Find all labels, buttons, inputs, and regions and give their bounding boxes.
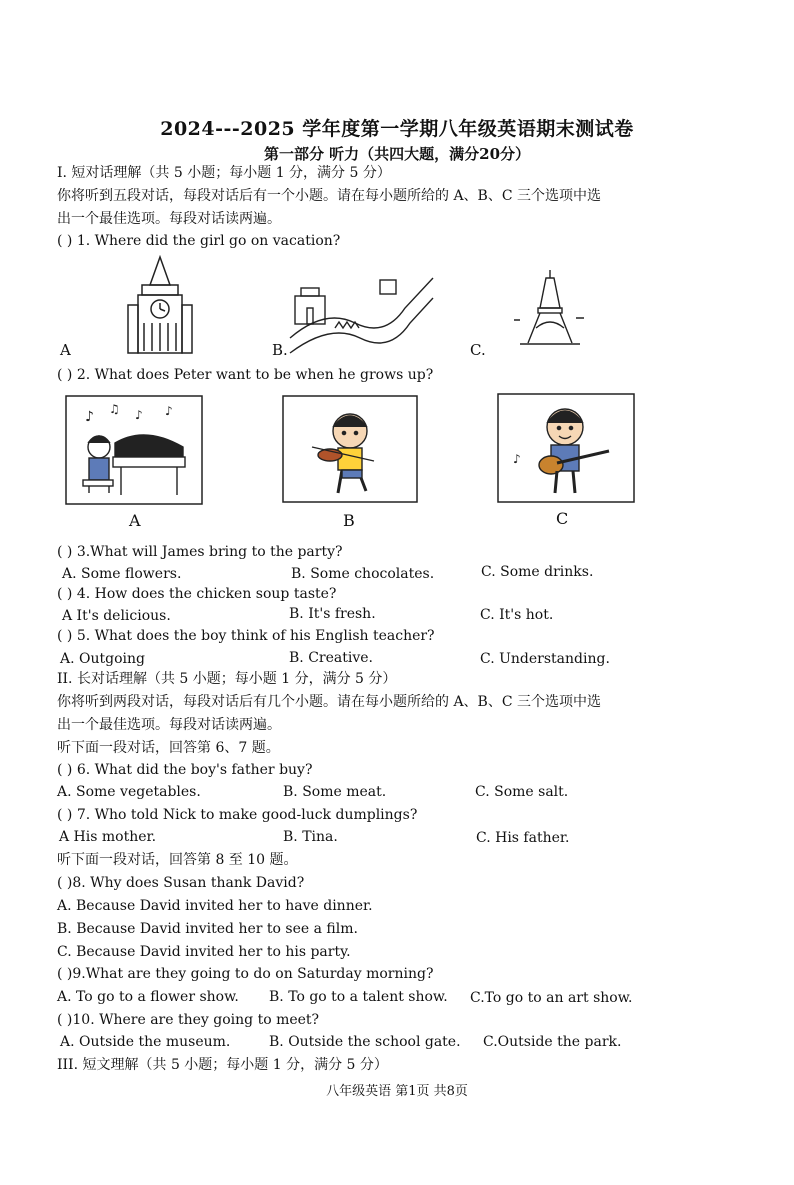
big-ben-image (120, 255, 200, 355)
q3-option-c: C. Some drinks. (481, 564, 594, 580)
q10-option-a: A. Outside the museum. (60, 1034, 231, 1050)
section-1-heading: I. 短对话理解（共 5 小题；每小题 1 分，满分 5 分） (57, 165, 391, 181)
q5-option-a: A. Outgoing (60, 651, 145, 667)
question-6: ( ) 6. What did the boy's father buy? (57, 762, 313, 778)
q6-option-c: C. Some salt. (475, 784, 569, 800)
question-10: ( )10. Where are they going to meet? (57, 1012, 320, 1028)
q5-option-c: C. Understanding. (480, 651, 610, 667)
q7-option-a: A His mother. (59, 829, 157, 845)
svg-text:♫: ♫ (109, 402, 120, 416)
q5-option-b: B. Creative. (289, 650, 373, 666)
question-2: ( ) 2. What does Peter want to be when he grows up? (57, 367, 434, 383)
svg-text:♪: ♪ (135, 408, 143, 422)
section-2-instruction: 你将听到两段对话，每段对话后有几个小题。请在每小题所给的 A、B、C 三个选项中选 (57, 694, 602, 710)
dialogue-1-intro: 听下面一段对话，回答第 6、7 题。 (57, 740, 280, 756)
q2-option-c-label: C (556, 509, 569, 528)
q9-option-c: C.To go to an art show. (470, 990, 633, 1006)
section-2-heading: II. 长对话理解（共 5 小题；每小题 1 分，满分 5 分） (57, 671, 397, 687)
q7-option-b: B. Tina. (283, 829, 338, 845)
svg-text:♪: ♪ (165, 404, 173, 418)
q4-option-a: A It's delicious. (62, 608, 171, 624)
q3-option-a: A. Some flowers. (62, 566, 182, 582)
part-subtitle: 第一部分 听力（共四大题，满分20分） (263, 145, 531, 163)
section-3-heading: III. 短文理解（共 5 小题；每小题 1 分，满分 5 分） (57, 1057, 388, 1073)
q1-option-b-label: B. (272, 341, 288, 359)
question-7: ( ) 7. Who told Nick to make good-luck dumplings? (57, 807, 418, 823)
section-1-instruction-cont: 出一个最佳选项。每段对话读两遍。 (57, 211, 281, 227)
q2-option-b-label: B (343, 511, 355, 530)
question-5: ( ) 5. What does the boy think of his English teacher? (57, 628, 435, 644)
q1-option-c-label: C. (470, 341, 486, 359)
dialogue-2-intro: 听下面一段对话，回答第 8 至 10 题。 (57, 852, 298, 868)
q8-option-a: A. Because David invited her to have dinner. (57, 898, 373, 914)
q3-option-b: B. Some chocolates. (291, 566, 435, 582)
question-1: ( ) 1. Where did the girl go on vacation? (57, 233, 341, 249)
page-footer: 八年级英语 第1页 共8页 (326, 1084, 468, 1099)
eiffel-tower-image (510, 268, 590, 348)
violin-player-image (282, 395, 418, 503)
page-title: 2024---2025 学年度第一学期八年级英语期末测试卷 (160, 118, 634, 140)
q6-option-b: B. Some meat. (283, 784, 387, 800)
guitar-player-image (497, 393, 635, 503)
section-2-instruction-cont: 出一个最佳选项。每段对话读两遍。 (57, 717, 281, 733)
svg-text:♪: ♪ (85, 409, 94, 425)
question-9: ( )9.What are they going to do on Saturday morning? (57, 966, 434, 982)
q9-option-b: B. To go to a talent show. (269, 989, 448, 1005)
q10-option-b: B. Outside the school gate. (269, 1034, 461, 1050)
q9-option-a: A. To go to a flower show. (57, 989, 239, 1005)
piano-player-image (65, 395, 203, 505)
question-3: ( ) 3.What will James bring to the party? (57, 544, 343, 560)
svg-text:♪: ♪ (513, 452, 521, 466)
q10-option-c: C.Outside the park. (483, 1034, 622, 1050)
question-4: ( ) 4. How does the chicken soup taste? (57, 586, 337, 602)
q1-option-a-label: A (60, 341, 71, 359)
q7-option-c: C. His father. (476, 830, 570, 846)
q6-option-a: A. Some vegetables. (57, 784, 201, 800)
q4-option-c: C. It's hot. (480, 607, 554, 623)
q8-option-b: B. Because David invited her to see a film. (57, 921, 358, 937)
q4-option-b: B. It's fresh. (289, 606, 376, 622)
q8-option-c: C. Because David invited her to his party. (57, 944, 351, 960)
q2-option-a-label: A (129, 511, 141, 530)
section-1-instruction: 你将听到五段对话，每段对话后有一个小题。请在每小题所给的 A、B、C 三个选项中选 (57, 188, 602, 204)
question-8: ( )8. Why does Susan thank David? (57, 875, 305, 891)
great-wall-image (285, 268, 435, 358)
